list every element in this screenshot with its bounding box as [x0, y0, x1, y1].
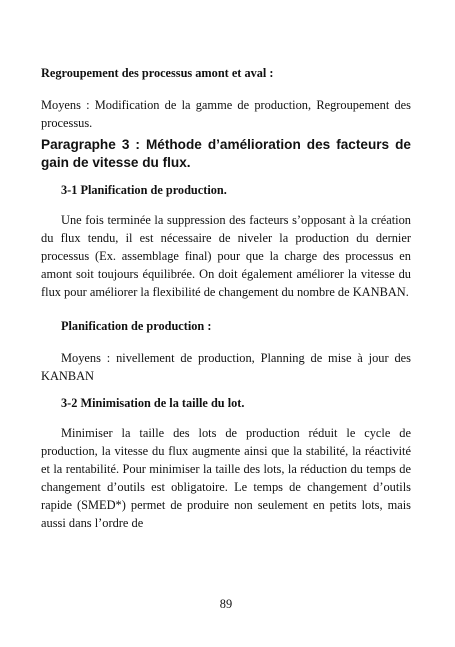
- section-3-2-body: Minimiser la taille des lots de production réduit le cycle de production, la vitesse du flux augmente ainsi que la stabilité, la réactivité et la rentabilité. Pour minimiser la taille des lots, la réduction du temps de changement d’outils est obligatoire. Le temps de changement d’outils rapide (SMED*) permet de produire non seulement en petits lots, mais aussi dans l’ordre de: [41, 426, 411, 530]
- regroupement-means: Moyens : Modification de la gamme de production, Regroupement des processus.: [41, 98, 411, 130]
- page-number: 89: [219, 597, 233, 611]
- section-3-1-body: Une fois terminée la suppression des facteurs s’opposant à la création du flux tendu, il est nécessaire de niveler la production du dernier processus (Ex. assemblage final) pour que la charge des processus en amont soit toujours équilibrée. On doit également améliorer la vitesse du flux pour améliorer la flexibilité de changement du nombre de KANBAN.: [41, 213, 411, 299]
- section-3-1-heading: 3-1 Planification de production.: [61, 183, 227, 197]
- section-3-1-means: Moyens : nivellement de production, Planning de mise à jour des KANBAN: [41, 351, 411, 383]
- paragraph-3-title: Paragraphe 3 : Méthode d’amélioration des facteurs de gain de vitesse du flux.: [41, 137, 411, 170]
- document-page: [41, 0, 411, 647]
- section-3-1-subheading: Planification de production :: [61, 319, 212, 333]
- regroupement-heading: Regroupement des processus amont et aval :: [41, 66, 274, 80]
- section-3-2-heading: 3-2 Minimisation de la taille du lot.: [61, 396, 245, 410]
